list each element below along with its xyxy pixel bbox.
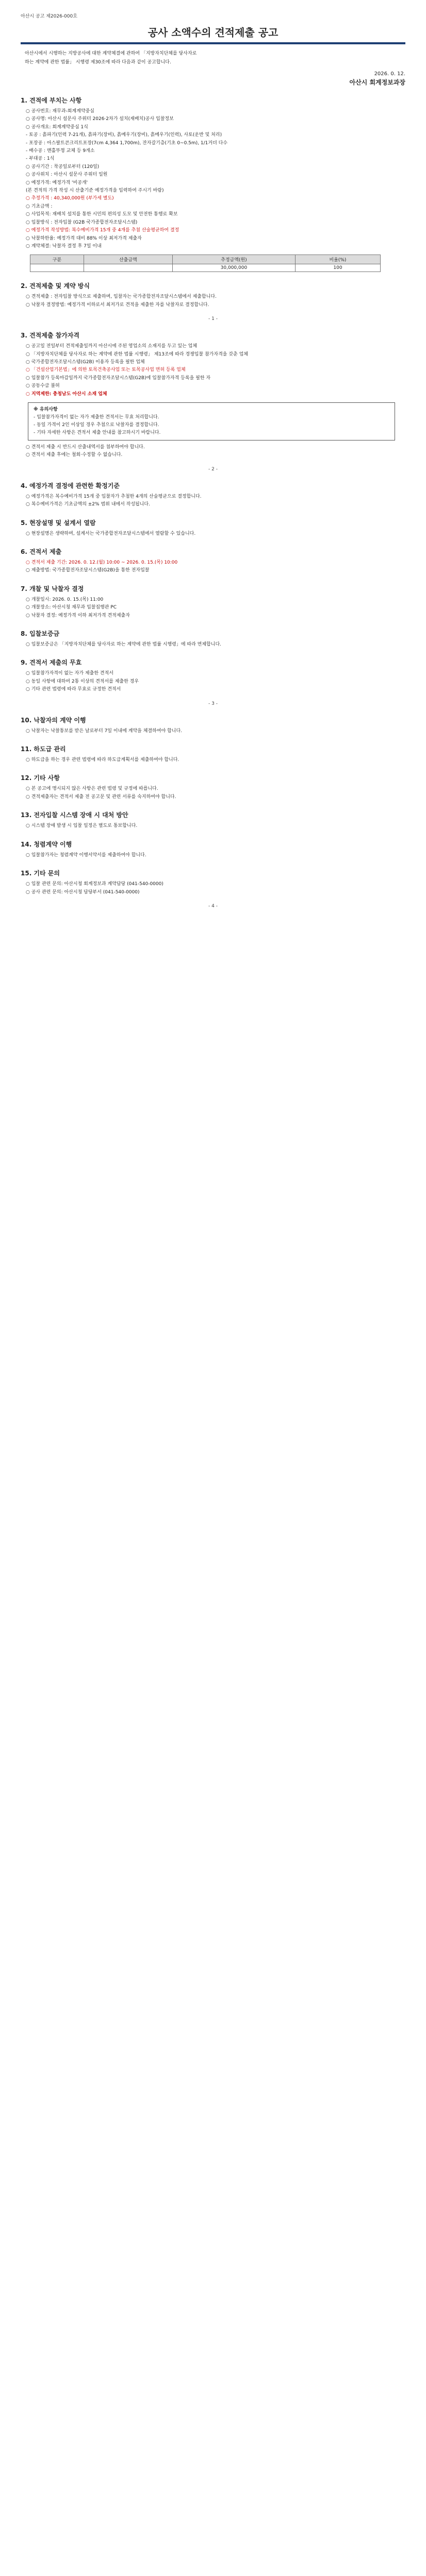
title-divider	[21, 42, 405, 44]
section-title: 9. 견적서 제출의 무효	[21, 659, 82, 667]
page-number: - 3 -	[208, 701, 218, 706]
section-title: 6. 견적서 제출	[21, 548, 62, 555]
section-title: 10. 낙찰자의 계약 이행	[21, 716, 86, 724]
notice-number: 아산시 공고 제2026-000호	[21, 14, 77, 19]
section-title: 12. 기타 사항	[21, 774, 60, 782]
section-title: 8. 입찰보증금	[21, 630, 60, 638]
signature-block	[21, 70, 405, 87]
intro-text: 아산시에서 시행하는 지방공사에 대한 계약체결에 관하여 「지방자치단체를 당사자로 하는 계약에 관한 법률」 시행령 제30조에 따라 다음과 같이 공고합니다.	[25, 51, 197, 65]
section-body: ○ 공사번호: 재무과-회계계약중심 ○ 공사명: 아산시 설문사 주위터 2026·2차가 설치(재배치)공사 입찰정보 ○ 공사개요: 회계계약중심 1식 - 토공 : 흙파기(인력 7-21개), 흙파기(장비), 흙메우기(장비), 흙메우기(인력), 사토(운반 및 처리) - 포장공 : 아스팔트콘크리트포장(7cm 4,364 1,700m), 잔자갈기층(기초 0~0.5m), 1/1거더 다수 - 배수공 : 맨홀뚜껑 교체 등 9개소 - 부대공 : 1식 ○ 공사기간 : 착공일로부터 (120일) ○ 공사위치 : 아산시 설문사 주위터 일원 ○ 예정가격: 예정가격 '비공개' (본 견적의 가격 작성 시 산출기준 예정가격을 입력하여 주시기 바람) ○ 추정가격 : 40,340,000원 (부가세 별도) ○ 기초금액 : ○ 사업목적: 재배치 설치를 통한 시민의 편의성 도모 및 안전한 통행로 확보 ○ 입찰방식 : 전자입찰 (G2B 국가종합전자조달시스템) ○ 예정가격 작성방법: 복수예비가격 15개 중 4개를 추첨 산술평균하여 결정 ○ 낙찰하한율: 예정가격 대비 88% 이상 최저가격 제출자 ○ 계약체결: 낙찰자 결정 후 7일 이내	[26, 109, 228, 249]
notice-box: ※ 유의사항 - 입찰참가자격이 없는 자가 제출한 견적서는 무효 처리합니다. - 동일 가격이 2인 이상일 경우 추첨으로 낙찰자를 결정합니다. - 기타 자세한 사항은 견적서 제출 안내를 참고하시기 바랍니다.	[28, 402, 395, 440]
notice-date: 2026. 0. 12.	[374, 71, 405, 77]
issuing-org: 아산시 회계정보과장	[349, 79, 405, 86]
section-title: 3. 견적제출 참가자격	[21, 332, 80, 340]
section-title: 5. 현장설명 및 설계서 열람	[21, 519, 96, 527]
price-table: 구분 산출금액 추정금액(원) 비율(%) 30,000,000 100	[30, 255, 381, 272]
section-title: 7. 개찰 및 낙찰자 결정	[21, 585, 84, 592]
section-title: 11. 하도급 관리	[21, 745, 66, 753]
page-number: - 4 -	[208, 903, 218, 909]
section-title: 1. 견적에 부치는 사항	[21, 97, 82, 104]
page-number: - 2 -	[208, 466, 218, 472]
section-title: 15. 기타 문의	[21, 870, 60, 877]
table-row: 30,000,000 100	[30, 264, 381, 272]
section-title: 4. 예정가격 결정에 관련한 확정기준	[21, 482, 120, 489]
section-title: 2. 견적제출 및 계약 방식	[21, 282, 90, 290]
page-title: 공사 소액수의 견적제출 공고	[148, 26, 278, 39]
page-number: - 1 -	[208, 316, 218, 322]
notice-page: 아산시 공고 제2026-000호 공사 소액수의 견적제출 공고 아산시에서 시행하는 지방공사에 대한 계약체결에 관하여 「지방자치단체를 당사자로 하는 계약에 관한 법률」 시행령 제30조에 따라 다음과 같이 공고합니다. 2026. 0. 12. 아산시 회계정보과장 1. 견적에 부치는 사항 ○ 공사번호: 재무과-회계계약중심 ○ 공사명: 아산시 설문사 주위터 2026·2차가 설치(재배치)공사 입찰정보 ○ 공사개요: 회계계약중심 1식 - 토공 : 흙파기(인력 7-21개), 흙파기(장비), 흙메우기(장비), 흙메우기(인력), 사토(운반 및 처리) - 포장공 : 아스팔트콘크리트포장(7cm 4,364 1,700m), 잔자갈기층(기초 0~0.5m), 1/1거더 다수 - 배수공 : 맨홀뚜껑 교체 등 9개소 - 부대공 : 1식 ○ 공사기간 : 착공일로부터 (120일) ○ 공사위치 : 아산시 설문사 주위터 일원 ○ 예정가격: 예정가격 '비공개' (본 견적의 가격 작성 시 산출기준 예정가격을 입력하여 주시기 바람) ○ 추정가격 : 40,340,000원 (부가세 별도) ○ 기초금액 : ○ 사업목적: 재배치 설치를 통한 시민의 편의성 도모 및 안전한 통행로 확보 ○ 입찰방식 : 전자입찰 (G2B 국가종합전자조달시스템) ○ 예정가격 작성방법: 복수예비가격 15개 중 4개를 추첨 산술평균하여 결정 ○ 낙찰하한율: 예정가격 대비 88% 이상 최저가격 제출자 ○ 계약체결: 낙찰자 결정 후 7일 이내 구분 산출금액 추정금액(원) 비율(%) 30,000,000 100 2. 견적제출 및 계약 방식 ○ 견적제출 : 전자입찰 방식으로 제출하며, 입찰자는 국가종합전자조달시스템에서 제출합니다. ○ 낙찰자 결정방법: 예정가격 이하로서 최저가로 견적을 제출한 자를 낙찰자로 결정합니다. - 1 - 3. 견적제출 참가자격 ○ 공고일 전일부터 견적제출일까지 아산시에 주된 영업소의 소재지를 두고 있는 업체 ○ 「지방자치단체를 당사자로 하는 계약에 관한 법률 시행령」 제13조에 따라 경쟁입찰 참가자격을 갖춘 업체 ○ 국가종합전자조달시스템(G2B) 이용자 등록을 필한 업체 ○ 「건설산업기본법」에 의한 토목건축공사업 또는 토목공사업 면허 등록 업체 ○ 입찰참가 등록마감일까지 국가종합전자조달시스템(G2B)에 입찰참가자격 등록을 필한 자 ○ 공동수급 불허 ○ 지역제한: 충청남도 아산시 소재 업체 ※ 유의사항 - 입찰참가자격이 없는 자가 제출한 견적서는 무효 처리합니다. - 동일 가격이 2인 이상일 경우 추첨으로 낙찰자를 결정합니다. - 기타 자세한 사항은 견적서 제출 안내를 참고하시기 바랍니다. ○ 견적서 제출 시 반드시 산출내역서를 첨부하여야 합니다. ○ 견적서 제출 후에는 철회·수정할 수 없습니다. - 2 - 4. 예정가격 결정에 관련한 확정기준 ○ 예정가격은 복수예비가격 15개 중 입찰자가 추첨한 4개의 산술평균으로 결정합니다. ○ 복수예비가격은 기초금액의 ±2% 범위 내에서 작성됩니다. 5. 현장설명 및 설계서 열람 ○ 현장설명은 생략하며, 설계서는 국가종합전자조달시스템에서 열람할 수 있습니다. 6. 견적서 제출 ○ 견적서 제출 기간: 2026. 0. 12.(월) 10:00 ~ 2026. 0. 15.(목) 10:00 ○ 제출방법: 국가종합전자조달시스템(G2B)을 통한 전자입찰 7. 개찰 및 낙찰자 결정 ○ 개찰일시: 2026. 0. 15.(목) 11:00 ○ 개찰장소: 아산시청 재무과 입찰집행관 PC ○ 낙찰자 결정: 예정가격 이하 최저가격 견적제출자 8. 입찰보증금 ○ 입찰보증금은 「지방자치단체를 당사자로 하는 계약에 관한 법률 시행령」에 따라 면제합니다. 9. 견적서 제출의 무효 ○ 입찰참가자격이 없는 자가 제출한 견적서 ○ 동일 사항에 대하여 2통 이상의 견적서를 제출한 경우 ○ 기타 관련 법령에 따라 무효로 규정한 견적서 - 3 - 10. 낙찰자의 계약 이행 ○ 낙찰자는 낙찰통보를 받은 날로부터 7일 이내에 계약을 체결하여야 합니다. 11. 하도급 관리 ○ 하도급을 하는 경우 관련 법령에 따라 하도급계획서를 제출하여야 합니다. 12. 기타 사항 ○ 본 공고에 명시되지 않은 사항은 관련 법령 및 규정에 따릅니다. ○ 견적제출자는 견적서 제출 전 공고문 및 관련 서류를 숙지하여야 합니다. 13. 전자입찰 시스템 장애 시 대처 방안 ○ 시스템 장애 발생 시 입찰 일정은 별도로 통보합니다. 14. 청렴계약 이행 ○ 입찰참가자는 청렴계약 이행서약서를 제출하여야 합니다. 15. 기타 문의 ○ 입찰 관련 문의: 아산시청 회계정보과 계약담당 (041-540-0000) ○ 공사 관련 문의: 아산시청 담당부서 (041-540-0000) - 4 -	[0, 0, 426, 2576]
section-title: 13. 전자입찰 시스템 장애 시 대처 방안	[21, 811, 128, 819]
section-title: 14. 청렴계약 이행	[21, 840, 72, 848]
